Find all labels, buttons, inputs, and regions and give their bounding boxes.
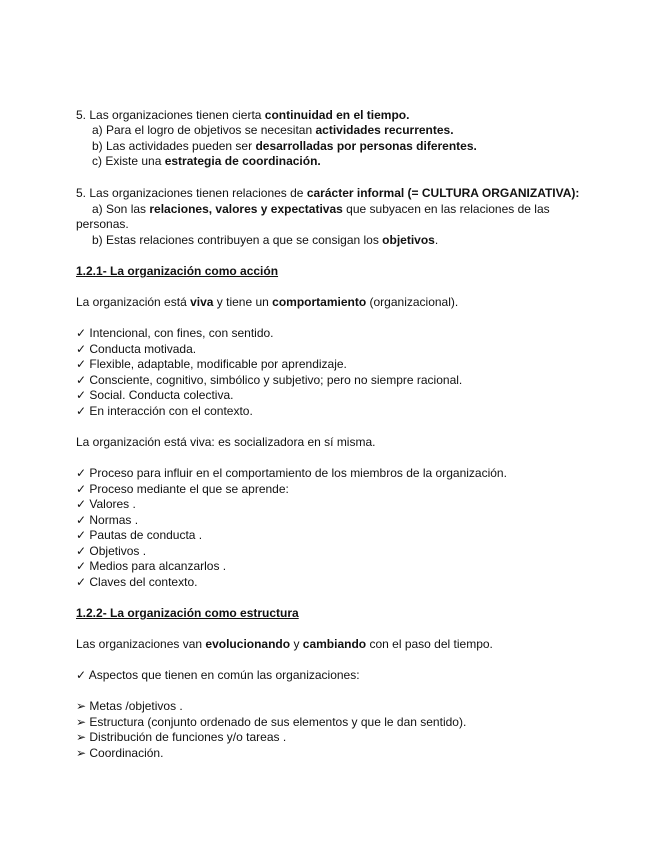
check-item: ✓ Pautas de conducta .: [76, 528, 203, 542]
s5b-item-a: a) Son las relaciones, valores y expectativas que subyacen en las relaciones de las: [92, 202, 550, 216]
s5b-item-b: b) Estas relaciones contribuyen a que se consigan los objetivos.: [92, 233, 439, 247]
check-item: ✓ Proceso para influir en el comportamiento de los miembros de la organización.: [76, 466, 507, 480]
check-item: ✓ Aspectos que tienen en común las organizaciones:: [76, 668, 360, 682]
section-heading-1-2-1: 1.2.1- La organización como acción: [76, 264, 279, 278]
arrow-item: ➢ Metas /objetivos .: [76, 699, 183, 713]
s5a-intro: 5. Las organizaciones tienen cierta continuidad en el tiempo.: [76, 108, 410, 122]
s5a-item-b: b) Las actividades pueden ser desarrolladas por personas diferentes.: [92, 139, 477, 153]
check-item: ✓ En interacción con el contexto.: [76, 404, 253, 418]
check-item: ✓ Medios para alcanzarlos .: [76, 559, 227, 573]
check-item: ✓ Conducta motivada.: [76, 342, 197, 356]
check-item: ✓ Normas .: [76, 513, 139, 527]
check-item: ✓ Social. Conducta colectiva.: [76, 388, 234, 402]
arrow-item: ➢ Coordinación.: [76, 746, 164, 760]
check-item: ✓ Intencional, con fines, con sentido.: [76, 326, 274, 340]
sec121-intro: La organización está viva y tiene un comportamiento (organizacional).: [76, 295, 459, 309]
arrow-item: ➢ Estructura (conjunto ordenado de sus elementos y que le dan sentido).: [76, 715, 467, 729]
sec121-viva: La organización está viva: es socializadora en sí misma.: [76, 435, 376, 449]
sec122-intro: Las organizaciones van evolucionando y cambiando con el paso del tiempo.: [76, 637, 493, 651]
check-item: ✓ Consciente, cognitivo, simbólico y subjetivo; pero no siempre racional.: [76, 373, 463, 387]
check-item: ✓ Proceso mediante el que se aprende:: [76, 482, 289, 496]
s5a-item-a: a) Para el logro de objetivos se necesitan actividades recurrentes.: [92, 123, 454, 137]
check-item: ✓ Objetivos .: [76, 544, 147, 558]
check-item: ✓ Flexible, adaptable, modificable por aprendizaje.: [76, 357, 347, 371]
check-item: ✓ Valores .: [76, 497, 136, 511]
s5b-intro: 5. Las organizaciones tienen relaciones de carácter informal (= CULTURA ORGANIZATIVA):: [76, 186, 580, 200]
section-heading-1-2-2: 1.2.2- La organización como estructura: [76, 606, 299, 620]
s5b-item-a-continued: personas.: [76, 217, 129, 231]
check-item: ✓ Claves del contexto.: [76, 575, 198, 589]
arrow-item: ➢ Distribución de funciones y/o tareas .: [76, 730, 287, 744]
s5a-item-c: c) Existe una estrategia de coordinación.: [92, 154, 321, 168]
